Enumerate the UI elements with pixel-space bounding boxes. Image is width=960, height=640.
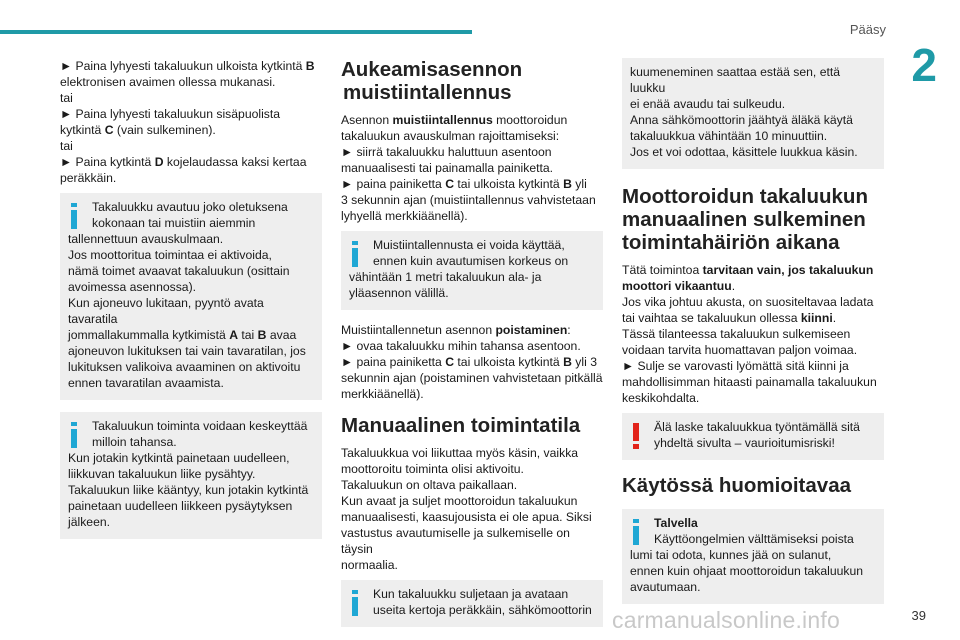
page-number: 39 [911, 608, 926, 623]
instructions-paragraph: ► Paina lyhyesti takaluukun ulkoista kytkintä B elektronisen avaimen ollessa mukanasi. tai ► Paina lyhyesti takaluukun sisäpuolista kytkintä C (vain sulkeminen). tai ► Paina kytkintä D kojelaudassa kaksi kertaa peräkkäin. [60, 59, 315, 185]
manual-closing-paragraph: Tätä toimintoa tarvitaan vain, jos takaluukun moottori vikaantuu. Jos vika johtuu akusta, on suositeltavaa ladata tai vaihtaa se takaluukun ollessa kiinni. Tässä tilanteessa takaluukun sulkemiseen voidaan tarvita huomattavan paljon voimaa. ► Sulje se varovasti lyömättä sitä kiinni ja mahdollisimman hitaasti painamalla takaluukun keskikohdalta. [622, 263, 877, 405]
section-title: Pääsy [849, 22, 886, 37]
info-box-memory-height: Muistiintallennusta ei voida käyttää, ennen kuin avautumisen korkeus on vähintään 1 metri takaluukun ala- ja yläasennon välillä. [341, 231, 603, 310]
heading-manual-closing: Moottoroidun takaluukun manuaalinen sulkeminen toimintahäiriön aikana [622, 185, 868, 254]
heading-usage-notes: Käytössä huomioitavaa [622, 474, 851, 497]
info-box-winter: Talvella Käyttöongelmien välttämiseksi poista lumi tai odota, kunnes jää on sulanut, ennen kuin ohjaat moottoroidun takaluukun avautumaan. [622, 509, 884, 604]
warning-box: Älä laske takaluukkua työntämällä sitä yhdeltä sivulta – vaurioitumisriski! [622, 413, 884, 460]
watermark: carmanualsonline.info [612, 607, 840, 633]
info-box-interrupt: Takaluukun toiminta voidaan keskeyttää milloin tahansa. Kun jotakin kytkintä painetaan uudelleen, liikkuvan takaluukun liike pysähtyy. Takaluukun liike kääntyy, kun jotakin kytkintä painetaan uudelleen liikkeen pysäytyksen jälkeen. [60, 412, 322, 539]
column-1 [60, 58, 322, 551]
heading-memory-position: Aukeamisasennon muistiintallennus [341, 58, 523, 104]
heading-manual-mode: Manuaalinen toimintatila [341, 414, 581, 437]
info-icon [631, 519, 641, 545]
info-box-opening: Takaluukku avautuu joko oletuksena kokonaan tai muistiin aiemmin tallennettuun avauskulmaan. Jos moottoritua toimintaa ei aktivoida, nämä toimet avaavat takaluukun (osittain avoimessa asennossa). Kun ajoneuvo lukitaan, pyyntö avata tavaratila jommallakummalla kytkimistä A tai B avaa ajoneuvon lukituksen tai vain tavaratilan, jos lukituksen valikoiva avaaminen on aktivoitu ennen tavaratilan avaamista. [60, 193, 322, 400]
info-icon [350, 241, 360, 267]
delete-memory-paragraph: Muistiintallennetun asennon poistaminen: ► ovaa takaluukku mihin tahansa asentoon. ► paina painiketta C tai ulkoista kytkintä B yli 3 sekunnin ajan (poistaminen vahvistetaan pitkällä merkkiäänellä). [341, 323, 603, 401]
warning-icon [631, 423, 641, 449]
column-3 [622, 58, 884, 616]
header-accent-bar [0, 30, 472, 34]
info-icon [69, 422, 79, 448]
column-2 [341, 58, 603, 639]
memory-paragraph: Asennon muistiintallennus moottoroidun takaluukun avauskulman rajoittamiseksi: ► siirrä takaluukku haluttuun asentoon manuaalisesti tai painamalla painiketta. ► paina painiketta C tai ulkoista kytkintä B yli 3 sekunnin ajan (muistiintallennus vahvistetaan lyhyellä merkkiäänellä). [341, 113, 596, 223]
info-box-overheating: Kun takaluukku suljetaan ja avataan useita kertoja peräkkäin, sähkömoottorin [341, 580, 603, 627]
chapter-number: 2 [911, 39, 937, 91]
info-icon [69, 203, 79, 229]
manual-mode-paragraph: Takaluukkua voi liikuttaa myös käsin, vaikka moottoroitu toiminta olisi aktivoitu. Takaluukun on oltava paikallaan. Kun avaat ja suljet moottoroidun takaluukun manuaalisesti, kaasujousista ei ole apua. Siksi vastustus avautumiselle ja sulkemiselle on täysin normaalia. [341, 446, 592, 572]
info-box-overheating-continued: kuumeneminen saattaa estää sen, että luukku ei enää avaudu tai sulkeudu. Anna sähkömoottorin jäähtyä äläkä käytä takaluukkua vähintään 10 minuuttiin. Jos et voi odottaa, käsittele luukkua käsin. [622, 58, 884, 169]
info-icon [350, 590, 360, 616]
